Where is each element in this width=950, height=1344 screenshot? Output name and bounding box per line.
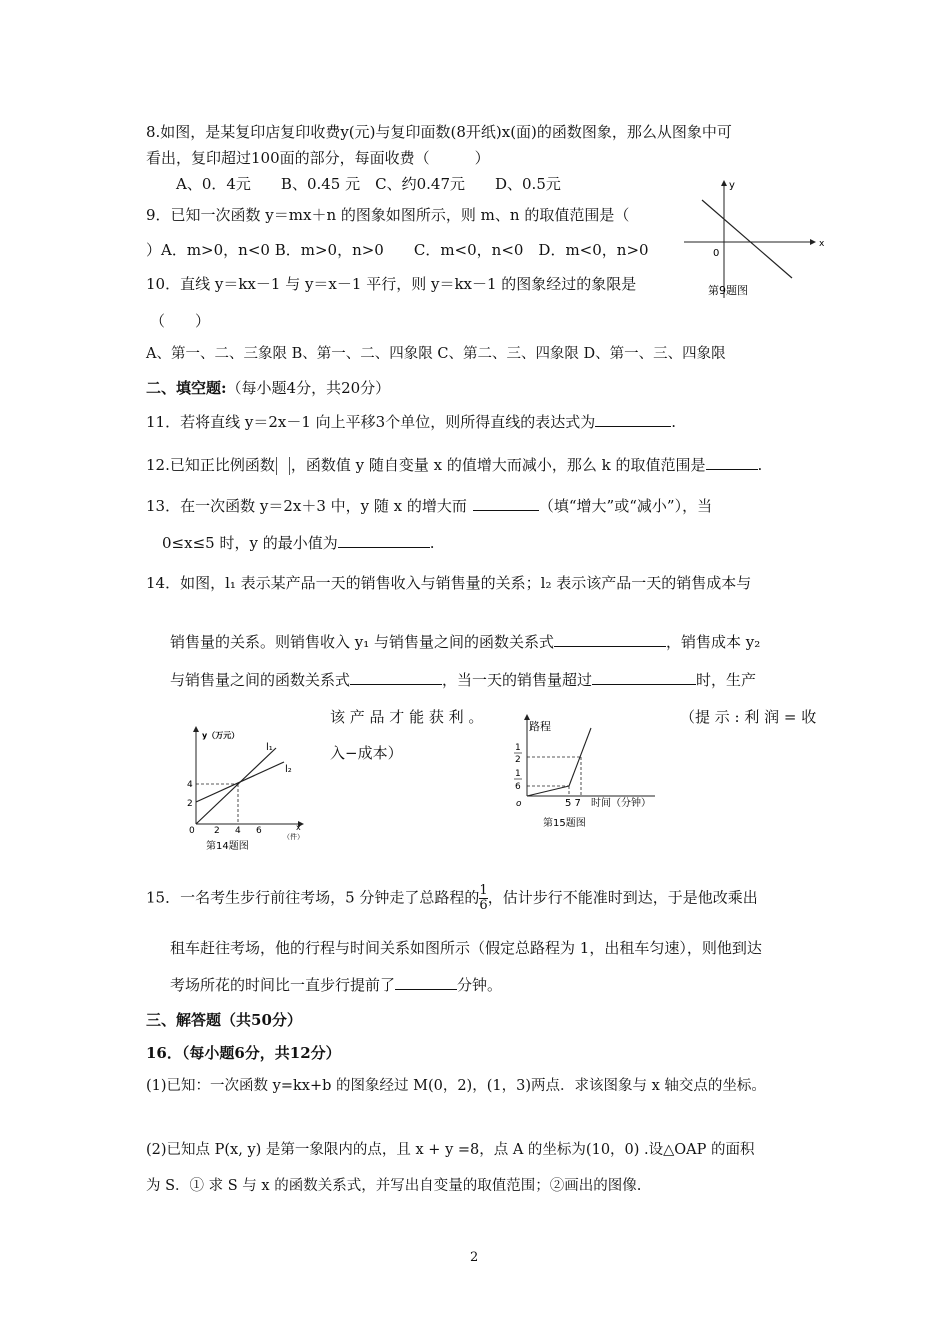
q15-figure [505, 712, 675, 832]
q15-x-label: 时间（分钟） [591, 798, 651, 809]
q14-l2-label: l₂ [285, 764, 292, 775]
q9-origin: 0 [713, 248, 720, 259]
q16-part2-line2: 为 S．① 求 S 与 x 的函数关系式，并写出自变量的取值范围；②画出的图像. [146, 1178, 642, 1194]
q13-blank2[interactable] [338, 533, 430, 548]
q15-ytick-6: 6 [515, 782, 521, 792]
q9-figure [680, 178, 830, 303]
q12-blank[interactable] [706, 455, 758, 470]
q14-blank1[interactable] [554, 632, 666, 647]
q15-line1b: ，估计步行不能准时到达，于是他改乘出 [487, 888, 758, 907]
q16-part2-line1: (2)已知点 P(x, y) 是第一象限内的点，且 x + y =8，点 A 的坐标为(10，0) .设△OAP 的面积 [146, 1142, 755, 1158]
q14-xtick-0: 0 [189, 826, 195, 836]
q15-line3b: 分钟。 [457, 976, 503, 994]
q14-line-l1 [196, 748, 276, 824]
q14-line2a: 销售量的关系。则销售收入 y₁ 与销售量之间的函数关系式 [170, 633, 555, 651]
q14-line2 [170, 632, 760, 652]
q14-line-l2 [196, 762, 284, 802]
q15-frac-den: 6 [479, 898, 488, 913]
q14-line3c: 时，生产 [696, 671, 757, 689]
q15-origin: o [516, 799, 522, 809]
page-number: 2 [470, 1250, 479, 1265]
q13-line1a: 13．在一次函数 y＝2x＋3 中，y 随 x 的增大而 [146, 497, 467, 515]
q14-blank3[interactable] [592, 670, 696, 685]
q13-line2b: . [429, 534, 435, 552]
q14-line3 [170, 670, 756, 690]
q14-xtick-2: 2 [214, 826, 220, 836]
q13-line2a: 0≤x≤5 时，y 的最小值为 [162, 534, 338, 552]
q14-xtick-6: 6 [256, 826, 262, 836]
q14-figure [180, 720, 310, 855]
q11-text: 11．若将直线 y＝2x－1 向上平移3个单位，则所得直线的表达式为 [146, 413, 596, 431]
q9-line1: 9．已知一次函数 y＝mx＋n 的图象如图所示，则 m、n 的取值范围是（ [146, 206, 630, 224]
q14-x-label: x [296, 823, 301, 832]
q9-axis-x: x [819, 239, 825, 249]
q14-line5: 入−成本） [330, 744, 403, 762]
q14-line1: 14．如图，l₁ 表示某产品一天的销售收入与销售量的关系；l₂ 表示该产品一天的销售成本与 [146, 574, 752, 592]
q14-line4a: 该 产 品 才 能 获 利 。 [330, 708, 484, 726]
q8-options: A、0．4元 B、0.45 元 C、约0.47元 D、0.5元 [176, 175, 561, 193]
q15-fraction [479, 884, 487, 913]
q12 [146, 455, 762, 475]
q13-blank1[interactable] [473, 496, 539, 511]
q11-blank[interactable] [595, 412, 671, 427]
q14-ytick-2: 2 [187, 799, 193, 809]
q15-blank[interactable] [395, 975, 457, 990]
section2-note: （每小题4分，共20分） [226, 379, 391, 397]
q15-line3a: 考场所花的时间比一直步行提前了 [170, 976, 396, 994]
q14-blank2[interactable] [350, 670, 442, 685]
q14-line3a: 与销售量之间的函数关系式 [170, 671, 351, 689]
q10-line2: （ ） [150, 312, 211, 330]
q15-xticks: 5 7 [565, 798, 581, 809]
q8-line1: 8.如图，是某复印店复印收费y(元)与复印面数(8开纸)x(面)的函数图象，那么从图象中可 [146, 123, 732, 141]
section2-heading [146, 378, 390, 398]
q14-l1-label: l₁ [266, 742, 273, 753]
q15-walk-segment [527, 786, 569, 796]
q12-end: . [757, 456, 763, 474]
q15-line2: 租车赶往考场，他的行程与时间关系如图所示（假定总路程为 1，出租车匀速），则他到达 [170, 939, 762, 957]
section3-title: 三、解答题（共50分） [146, 1011, 302, 1029]
q14-line2b: ，销售成本 y₂ [666, 633, 761, 651]
q13-line2 [162, 533, 434, 553]
q9-options: ）A．m>0，n<0 B．m>0，n>0 C．m<0，n<0 D．m<0，n>0 [146, 241, 649, 259]
q16-part1: (1)已知：一次函数 y=kx+b 的图象经过 M(0，2)，(1，3)两点．求该图象与 x 轴交点的坐标。 [146, 1078, 766, 1094]
q9-caption: 第9题图 [708, 284, 748, 297]
q16-title: 16．（每小题6分，共12分） [146, 1044, 341, 1062]
q11 [146, 412, 676, 432]
q12-formula-placeholder [276, 457, 290, 475]
q14-x-unit: （件） [283, 833, 304, 841]
q15-line1 [146, 884, 758, 913]
q14-line3b: ，当一天的销售量超过 [442, 671, 593, 689]
q14-y-label: y（万元） [202, 731, 240, 740]
q14-caption: 第14题图 [206, 841, 249, 852]
q15-ytick-1a: 1 [515, 743, 521, 753]
q12-text: 12.已知正比例函数 [146, 456, 275, 474]
q9-axis-y: y [729, 180, 735, 191]
q15-line3 [170, 975, 502, 995]
q15-y-label: 路程 [529, 720, 551, 733]
q15-frac-num: 1 [479, 883, 488, 898]
q15-ytick-1b: 1 [515, 769, 521, 779]
q11-end: . [671, 413, 676, 431]
q14-line4b: （提 示 : 利 润 = 收 [680, 708, 817, 726]
q15-line1a: 15．一名考生步行前往考场，5 分钟走了总路程的 [146, 888, 480, 907]
section2-title: 二、填空题: [146, 379, 227, 397]
q8-line2: 看出，复印超过100面的部分，每面收费（ ） [146, 149, 490, 167]
q10-options: A、第一、二、三象限 B、第一、二、四象限 C、第二、三、四象限 D、第一、三、四象限 [146, 346, 726, 362]
q14-ytick-4: 4 [187, 780, 193, 790]
q12-text2: ，函数值 y 随自变量 x 的值增大而减小，那么 k 的取值范围是 [290, 456, 706, 474]
q10-line1: 10．直线 y＝kx－1 与 y＝x－1 平行，则 y＝kx－1 的图象经过的象限是 [146, 275, 637, 293]
q15-ytick-2: 2 [515, 755, 521, 765]
q13-line1 [146, 496, 712, 516]
q15-caption: 第15题图 [543, 818, 586, 829]
q9-graph-line [702, 200, 792, 278]
q14-xtick-4: 4 [235, 826, 241, 836]
q13-line1b: （填“增大”或“减小”），当 [538, 497, 713, 515]
